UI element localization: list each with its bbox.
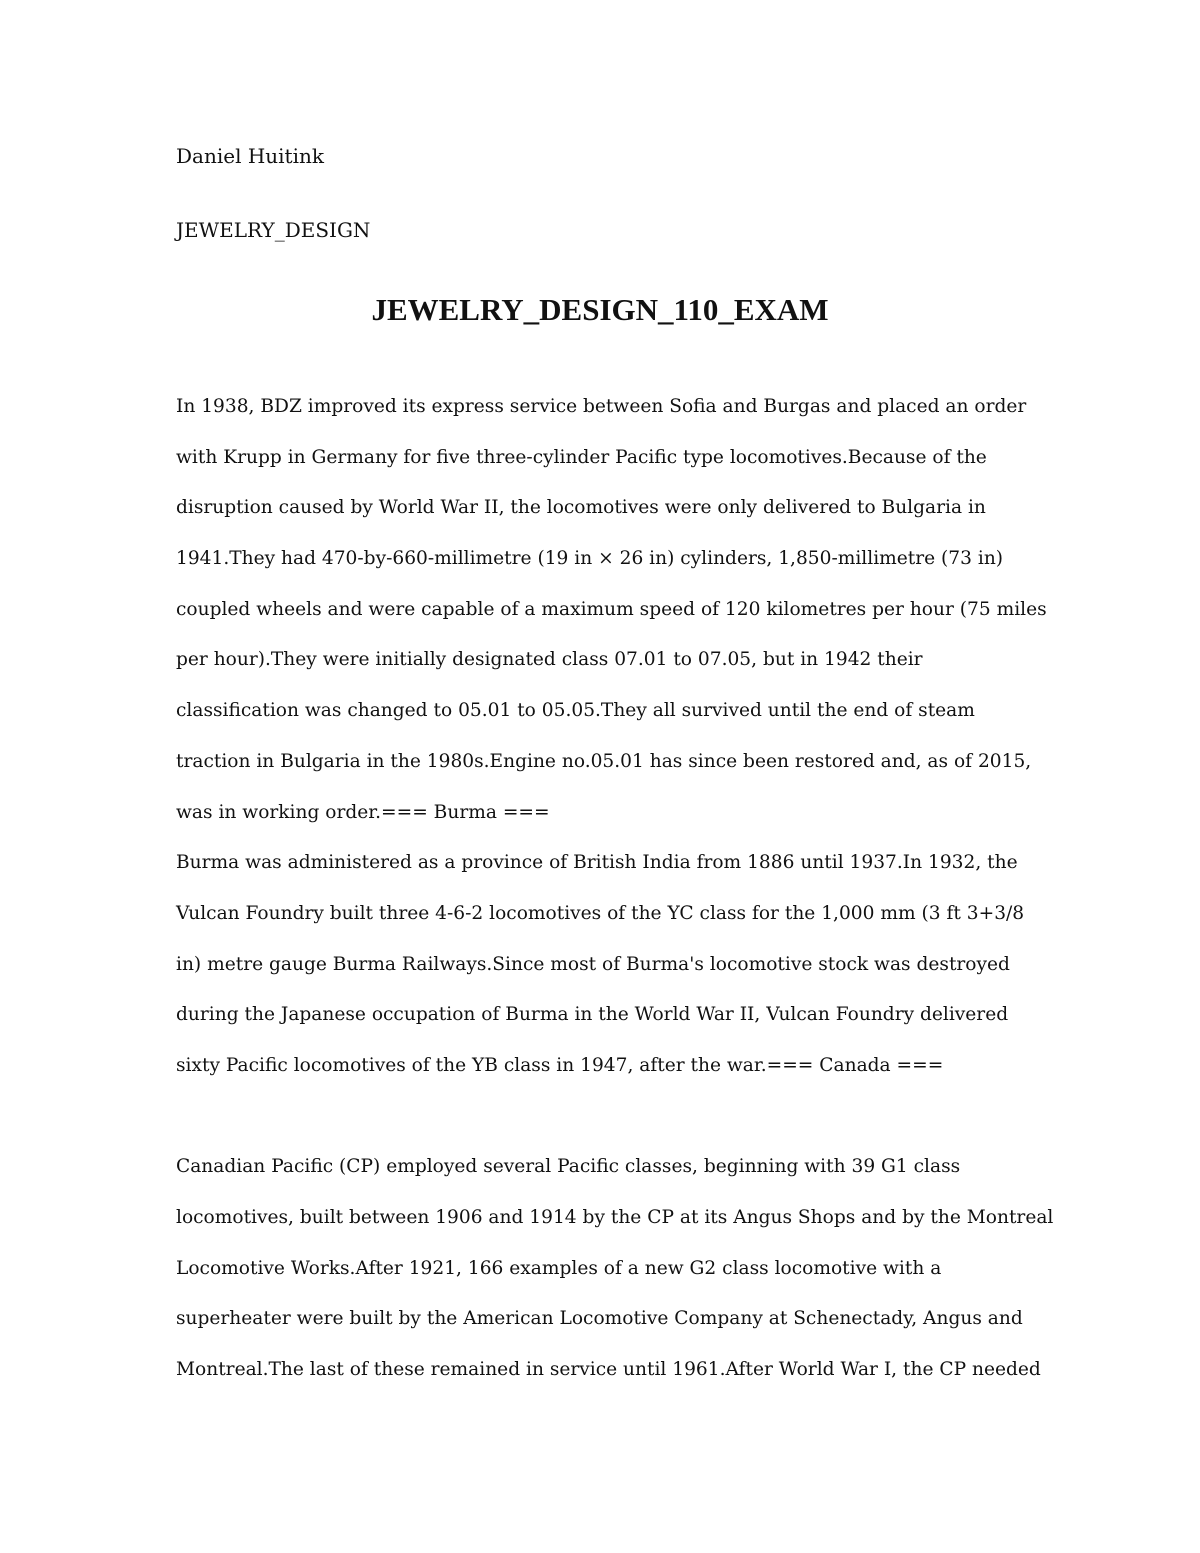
body-line: Locomotive Works.After 1921, 166 examples of a new G2 class locomotive with a <box>176 1257 942 1279</box>
body-line: per hour).They were initially designated class 07.01 to 07.05, but in 1942 their <box>176 649 923 671</box>
author-name: Daniel Huitink <box>176 144 324 168</box>
body-line: Burma was administered as a province of British India from 1886 until 1937.In 1932, the <box>176 852 1018 874</box>
body-line: Vulcan Foundry built three 4-6-2 locomotives of the YC class for the 1,000 mm (3 ft 3+3/8 <box>176 902 1025 924</box>
body-line: in) metre gauge Burma Railways.Since most of Burma's locomotive stock was destroyed <box>176 953 1010 975</box>
body-line: 1941.They had 470-by-660-millimetre (19 in × 26 in) cylinders, 1,850-millimetre (73 in) <box>176 548 1004 570</box>
body-line: superheater were built by the American Locomotive Company at Schenectady, Angus and <box>176 1308 1023 1330</box>
body-line: during the Japanese occupation of Burma in the World War II, Vulcan Foundry delivered <box>176 1004 1009 1026</box>
body-line: disruption caused by World War II, the locomotives were only delivered to Bulgaria in <box>176 497 986 519</box>
document-title: JEWELRY_DESIGN_110_EXAM <box>371 292 829 327</box>
course-name: JEWELRY_DESIGN <box>176 218 371 242</box>
body-line: sixty Pacific locomotives of the YB class in 1947, after the war.=== Canada === <box>176 1054 944 1076</box>
body-line: Montreal.The last of these remained in service until 1961.After World War I, the CP needed <box>176 1359 1041 1381</box>
body-line: Canadian Pacific (CP) employed several Pacific classes, beginning with 39 G1 class <box>176 1156 961 1178</box>
blank-line <box>176 1092 1036 1143</box>
body-line: classification was changed to 05.01 to 05.05.They all survived until the end of steam <box>176 700 975 722</box>
body-line: locomotives, built between 1906 and 1914 by the CP at its Angus Shops and by the Montreal <box>176 1207 1054 1228</box>
body-line: with Krupp in Germany for five three-cylinder Pacific type locomotives.Because of the <box>176 446 987 468</box>
body-line: coupled wheels and were capable of a maximum speed of 120 kilometres per hour (75 miles <box>176 598 1047 620</box>
body-line: In 1938, BDZ improved its express service between Sofia and Burgas and placed an order <box>176 396 1027 417</box>
body-line: traction in Bulgaria in the 1980s.Engine no.05.01 has since been restored and, as of 2015, <box>176 750 1032 772</box>
body-line: was in working order.=== Burma === <box>176 801 550 823</box>
body-text <box>176 382 1054 1396</box>
